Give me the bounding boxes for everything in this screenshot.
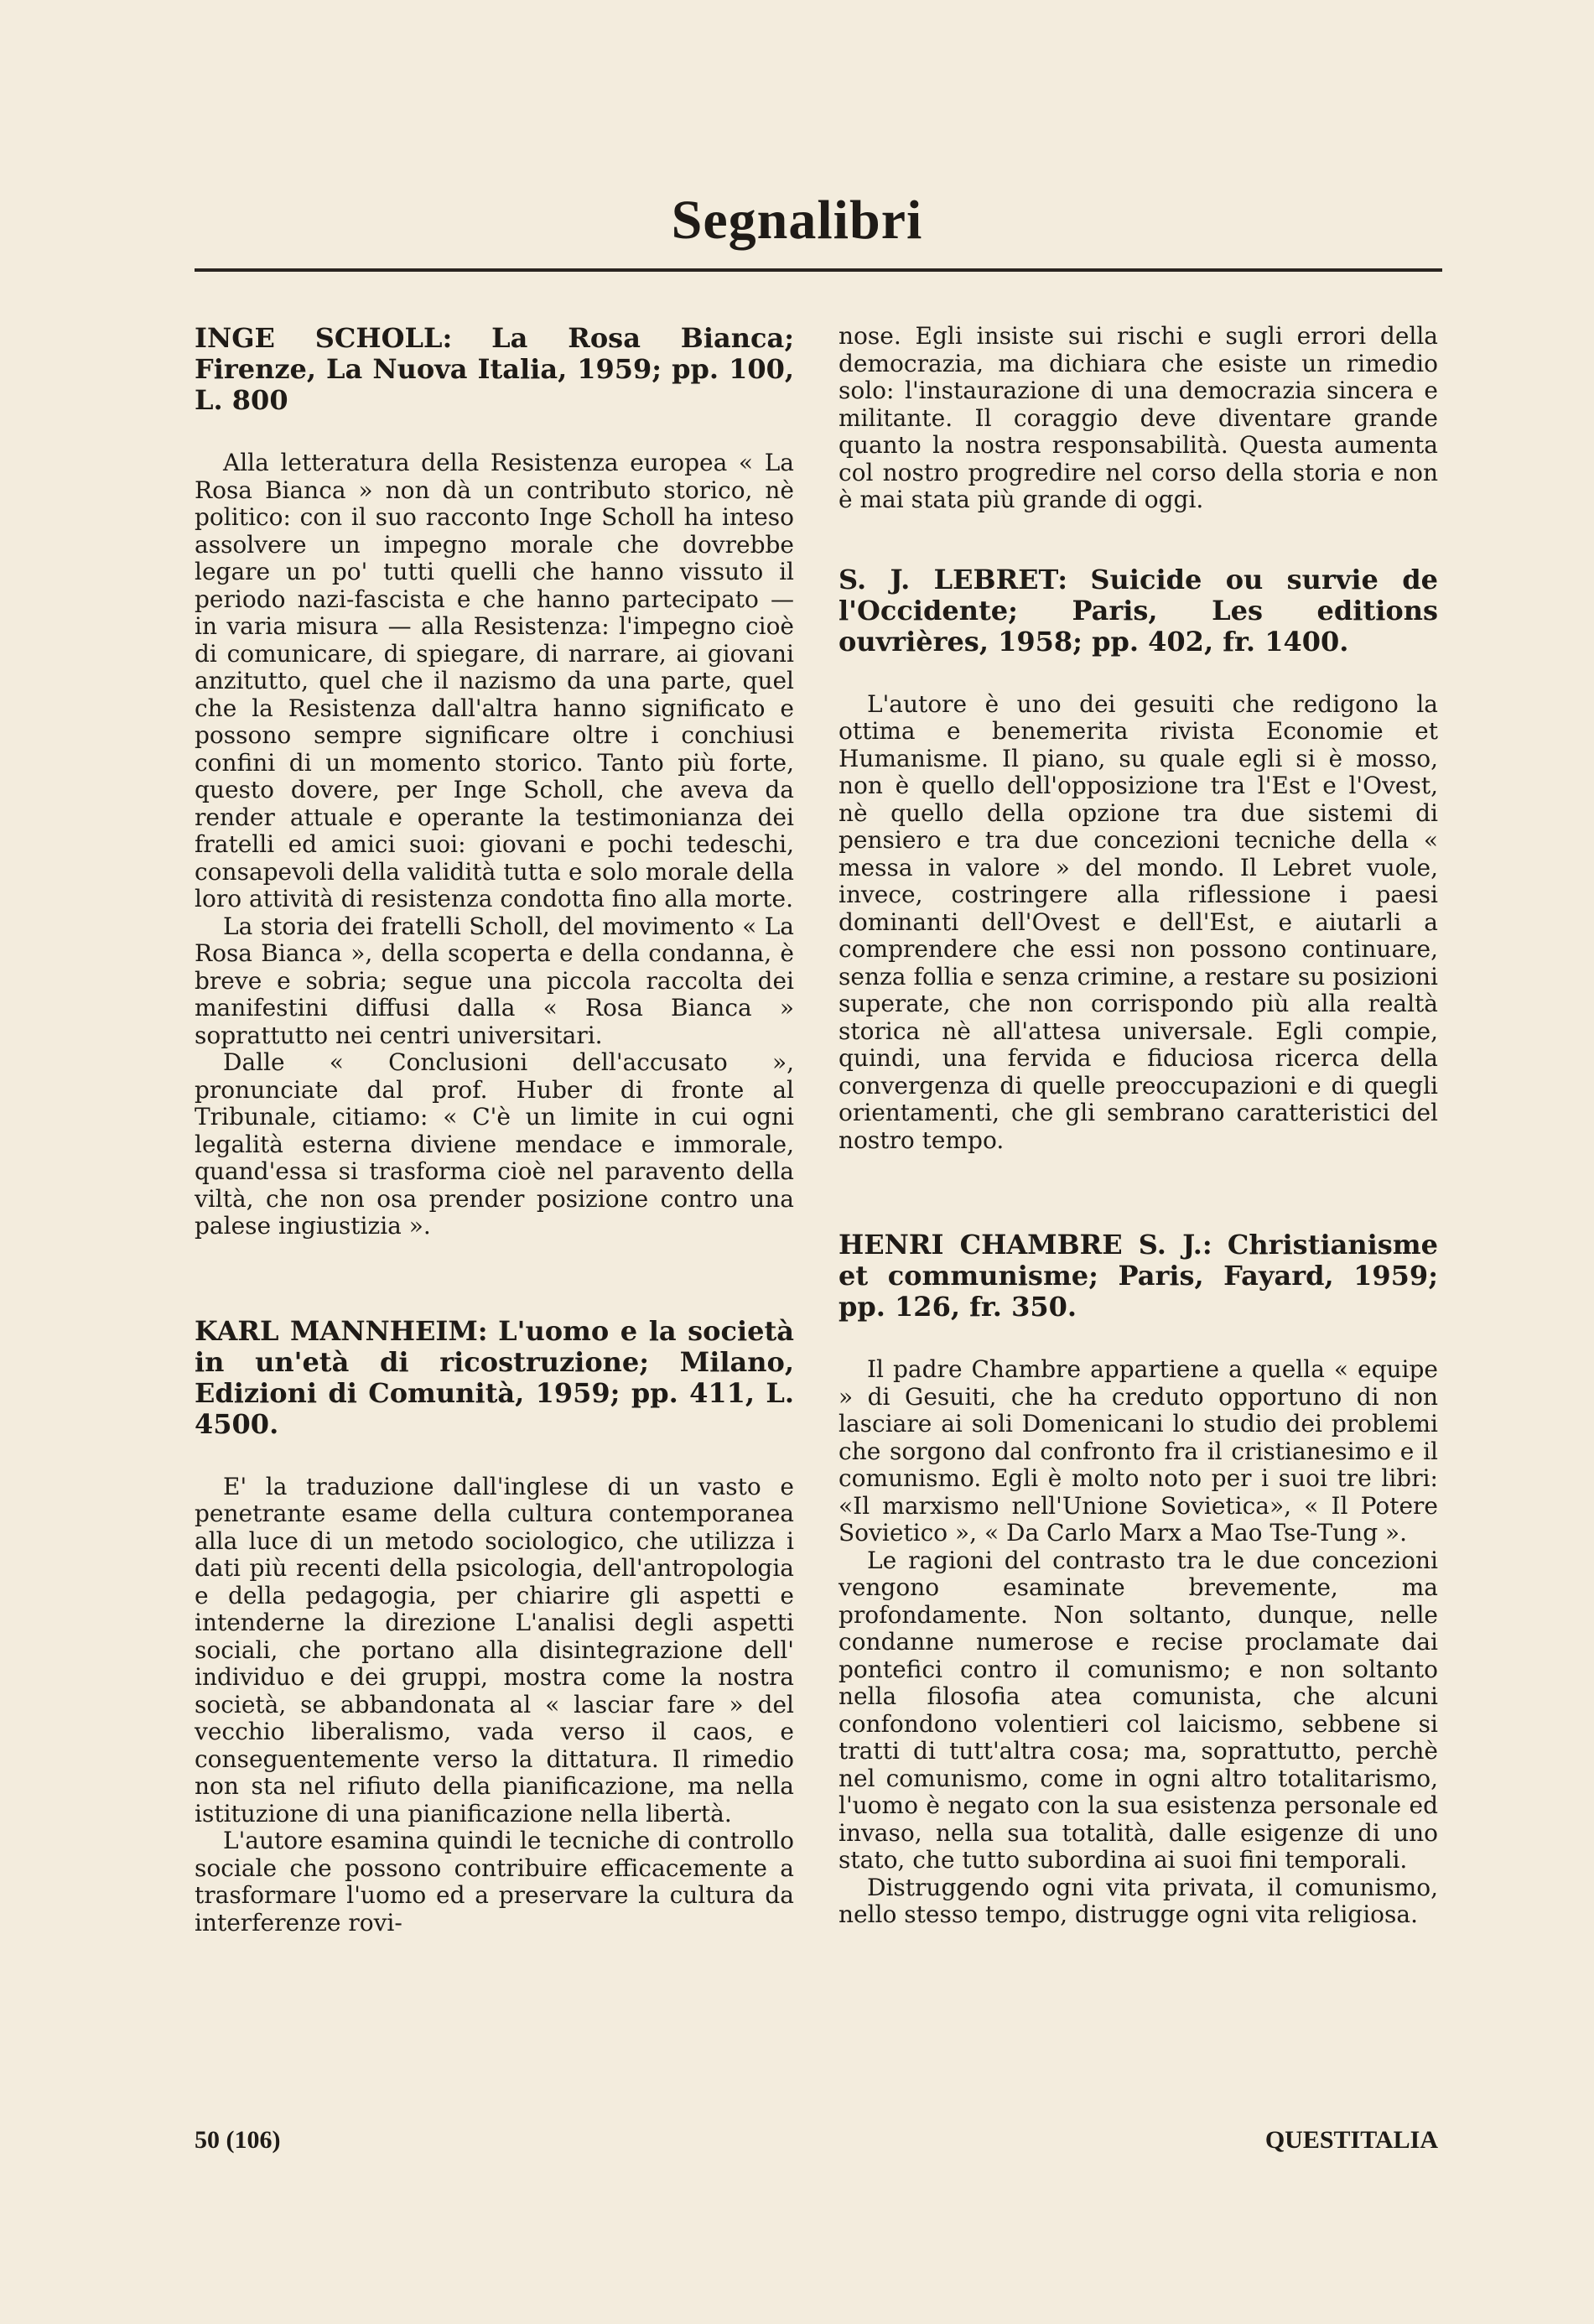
review-paragraph: E' la traduzione dall'inglese di un vasto e penetrante esame della cultura contemporanea alla luce di un metodo sociologico, che utilizza i dati più recenti della psicologia, dell'antropologia e della pedagogia, per chiarire gli aspetti e intenderne la direzione L'analisi degli aspetti sociali, che portano alla disintegrazione dell' individuo e dei gruppi, mostra come la nostra società, se abbandonata al « lasciar fare » del vecchio liberalismo, vada verso il caos, e conseguentemente verso la dittatura. Il rimedio non sta nel rifiuto della pianificazione, ma nella istituzione di una pianificazione nella libertà. [195,1472,794,1827]
review-bibliography: Christianisme et communisme; Paris, Fayard, 1959; pp. 126, fr. 350. [839,1229,1439,1323]
review-paragraph: Dalle « Conclusioni dell'accusato », pronunciate dal prof. Huber di fronte al Tribunale, citiamo: « C'è un limite in cui ogni legalità esterna diviene mendace e immorale, quand'essa si trasforma cioè nel paravento della viltà, che non osa prender posizione contro una palese ingiustizia ». [195,1048,794,1240]
title-rule [195,268,1442,272]
review-bibliography: L'uomo e la società in un'età di ricostruzione; Milano, Edizioni di Comunità, 1959; pp. 411, L. 4500. [195,1314,795,1440]
review-heading [195,323,794,416]
review-paragraph: L'autore esamina quindi le tecniche di controllo sociale che possono contribuire efficacemente a trasformare l'uomo ed a preservare la cultura da interferenze rovi- [195,1827,794,1937]
right-column [839,323,1438,1929]
review-bibliography: Suicide ou survie de l'Occidente; Paris, Les editions ouvrières, 1958; pp. 402, fr. 1400. [839,563,1438,658]
review-paragraph: Alla letteratura della Resistenza europea « La Rosa Bianca » non dà un contributo storico, nè politico: con il suo racconto Inge Scholl ha inteso assolvere un impegno morale che dovrebbe legare un po' tutti quelli che hanno vissuto il periodo nazi-fascista e che hanno partecipato — in varia misura — alla Resistenza: l'impegno cioè di comunicare, di spiegare, di narrare, ai giovani anzitutto, quel che il nazismo da una parte, quel che la Resistenza dall'altra hanno significato e possono sempre significare oltre i conchiusi confini di un momento storico. Tanto più forte, questo dovere, per Inge Scholl, che aveva da render attuale e operante la testimonianza dei fratelli ed amici suoi: giovani e pochi tedeschi, consapevoli della validità tutta e solo morale della loro attività di resistenza condotta fino alla morte. [195,449,794,912]
review-paragraph: La storia dei fratelli Scholl, del movimento « La Rosa Bianca », della scoperta e della condanna, è breve e sobria; segue una piccola raccolta dei manifestini diffusi dalla « Rosa Bianca » soprattutto nei centri universitari. [195,912,794,1049]
spacer [839,514,1438,564]
left-column [195,323,794,1937]
review-bibliography: La Rosa Bianca; Firenze, La Nuova Italia, 1959; pp. 100, L. 800 [195,322,794,416]
review-paragraph-continued: nose. Egli insiste sui rischi e sugli errori della democrazia, ma dichiara che esiste un rimedio solo: l'instaurazione di una democrazia sincera e militante. Il coraggio deve diventare grande quanto la nostra responsabilità. Questa aumenta col nostro progredire nel corso della storia e non è mai stata più grande di oggi. [839,322,1438,513]
review-paragraph: Le ragioni del contrasto tra le due concezioni vengono esaminate brevemente, ma profondamente. Non soltanto, dunque, nelle condanne numerose e recise proclamate dai pontefici contro il comunismo; e non soltanto nella filosofia atea comunista, che alcuni confondono volentieri col laicismo, sebbene si tratti di tutt'altra cosa; ma, soprattutto, perchè nel comunismo, come in ogni altro totalitarismo, l'uomo è negato con la sua esistenza personale ed invaso, nella sua totalità, dalle esigenze di uno stato, che tutto subordina ai suoi fini temporali. [839,1546,1438,1874]
review-heading [839,564,1438,658]
review-author: KARL MANNHEIM: [195,1314,488,1347]
review-heading [839,1230,1438,1323]
page-title: Segnalibri [671,190,923,251]
review-author: INGE SCHOLL: [195,322,453,354]
page-number: 50 (106) [195,2126,281,2154]
spacer [195,1240,794,1316]
review-paragraph: L'autore è uno dei gesuiti che redigono la ottima e benemerita rivista Economie et Humanisme. Il piano, su quale egli si è mosso, non è quello dell'opposizione tra l'Est e l'Ovest, nè quello della opzione tra due sistemi di pensiero e tra due concezioni tecniche della « messa in valore » del mondo. Il Lebret vuole, invece, costringere alla riflessione i paesi dominanti dell'Ovest e dell'Est, e aiutarli a comprendere che essi non possono continuare, senza follia e senza crimine, a restare su posizioni superate, che non corrispondo più alla realtà storica nè all'attesa universale. Egli compie, quindi, una fervida e fiduciosa ricerca della convergenza di quelle preoccupazioni e di quegli orientamenti, che gli sembrano caratteristici del nostro tempo. [839,689,1438,1154]
review-heading [195,1316,794,1440]
review-paragraph: Distruggendo ogni vita privata, il comunismo, nello stesso tempo, distrugge ogni vita religiosa. [839,1873,1438,1928]
review-author: HENRI CHAMBRE S. J.: [839,1229,1212,1261]
review-paragraph: Il padre Chambre appartiene a quella « equipe » di Gesuiti, che ha creduto opportuno di non lasciare ai soli Domenicani lo studio dei problemi che sorgono dal confronto fra il cristianesimo e il comunismo. Egli è molto noto per i suoi tre libri: «Il marxismo nell'Unione Sovietica», « Il Potere Sovietico », « Da Carlo Marx a Mao Tse-Tung ». [839,1355,1438,1547]
spacer [839,1154,1438,1230]
journal-name: QUESTITALIA [1264,2126,1438,2154]
review-author: S. J. LEBRET: [839,563,1068,595]
